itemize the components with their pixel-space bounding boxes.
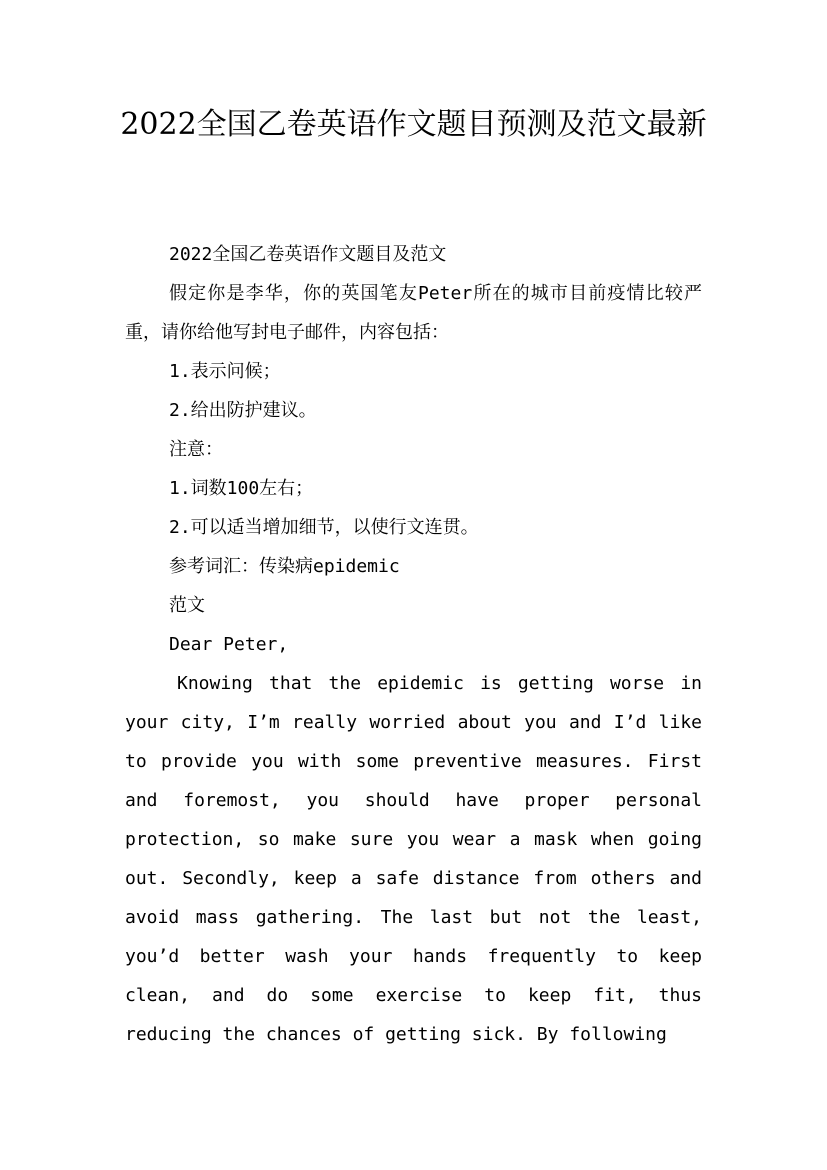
- paragraph-heading: 2022全国乙卷英语作文题目及范文: [169, 244, 447, 265]
- paragraph-note: 注意：: [169, 439, 223, 460]
- document-title: 2022全国乙卷英语作文题目预测及范文最新: [120, 107, 707, 142]
- paragraph-note-2: 2.可以适当增加细节，以使行文连贯。: [169, 517, 479, 538]
- document-body: [125, 235, 702, 1054]
- paragraph-letter-body: Knowing that the epidemic is getting worse in your city, I’m really worried about you and I’d like to provide you with some preventive measures. First and foremost, you should have proper personal protection, so make sure you wear a mask when going out. Secondly, keep a safe distance from others and avoid mass gathering. The last but not the least, you’d better wash your hands frequently to keep clean, and do some exercise to keep fit, thus reducing the chances of getting sick. By following: [125, 673, 702, 1045]
- paragraph-vocab: 参考词汇：传染病epidemic: [169, 556, 400, 577]
- paragraph-item-1: 1.表示问候；: [169, 361, 281, 382]
- paragraph-note-1: 1.词数100左右；: [169, 478, 314, 499]
- paragraph-salutation: Dear Peter,: [169, 634, 289, 655]
- paragraph-sample-label: 范文: [169, 595, 205, 616]
- paragraph-item-2: 2.给出防护建议。: [169, 400, 317, 421]
- paragraph-prompt: 假定你是李华，你的英国笔友Peter所在的城市目前疫情比较严重，请你给他写封电子邮件，内容包括：: [125, 283, 702, 343]
